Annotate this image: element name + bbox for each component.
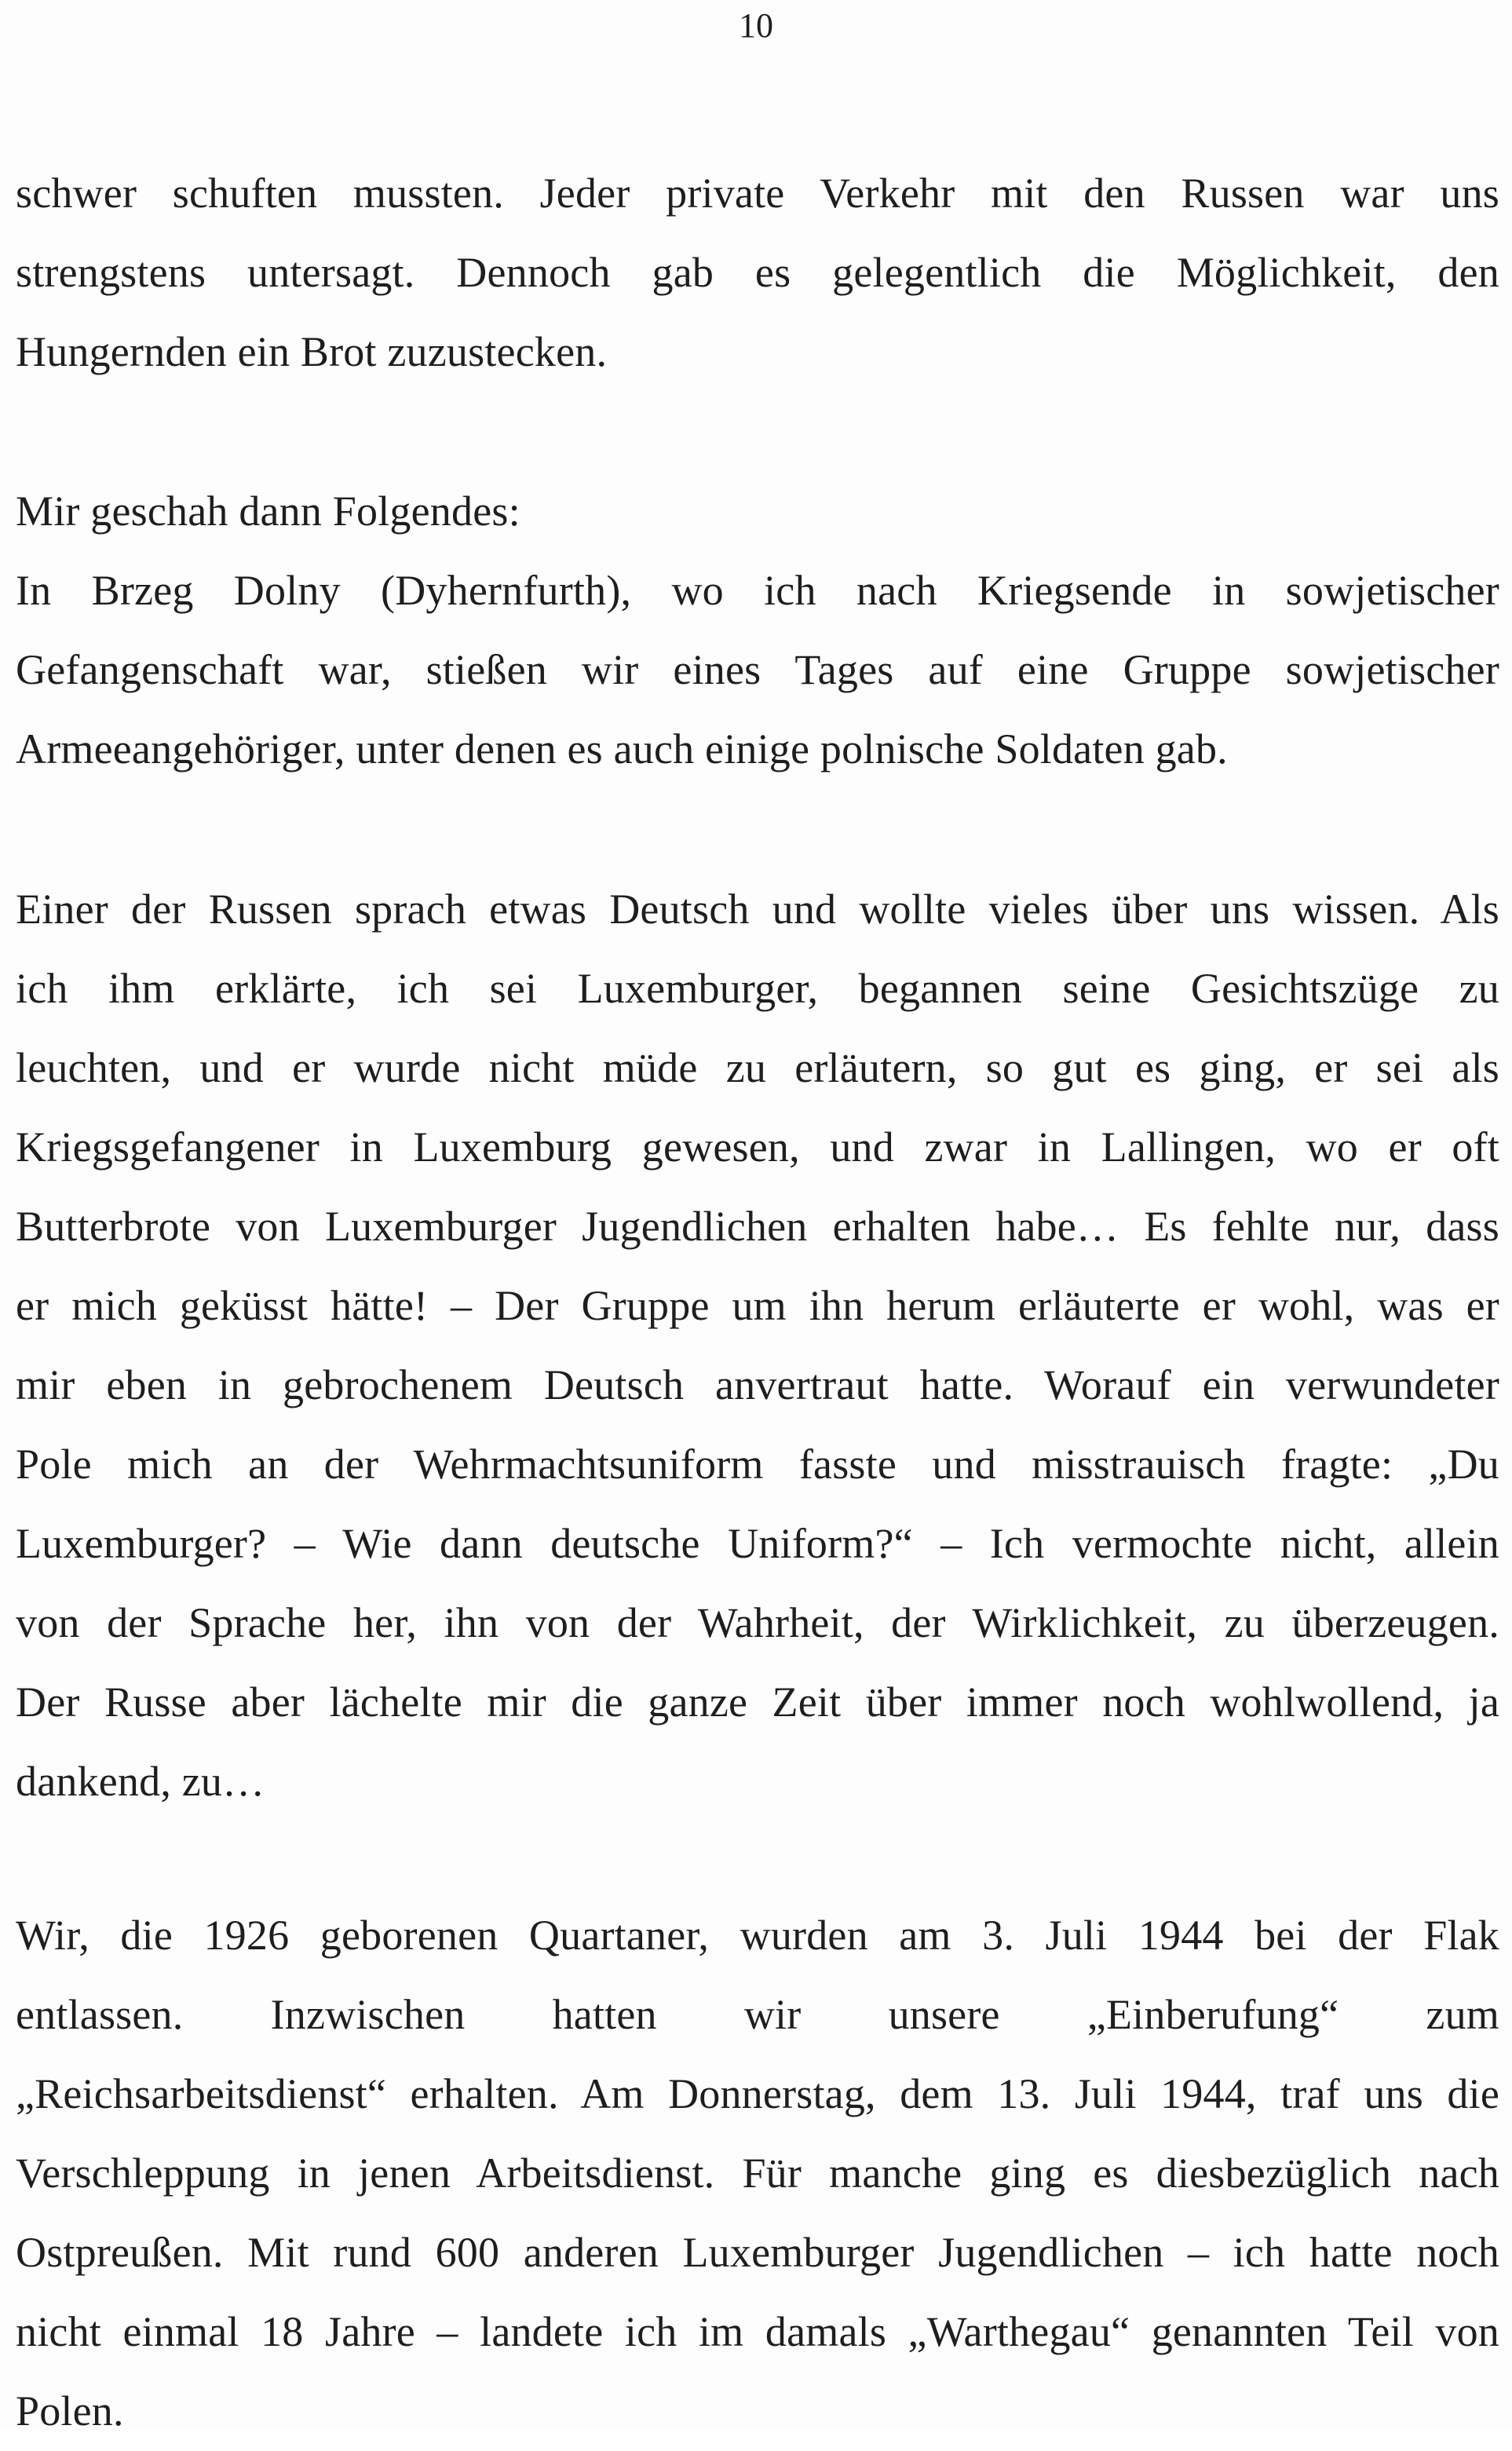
paragraph-line: nicht einmal 18 Jahre – landete ich im damals „Warthegau“ genannten Teil von [16,2308,1499,2355]
paragraph-line: entlassen. Inzwischen hatten wir unsere „Einberufung“ zum [16,1991,1499,2038]
paragraph-line: er mich geküsst hätte! – Der Gruppe um ihn herum erläuterte er wohl, was er [16,1282,1499,1329]
paragraph-4 [16,1896,1499,2451]
paragraph-line: Armeeangehöriger, unter denen es auch einige polnische Soldaten gab. [16,725,1228,773]
paragraph-3 [16,870,1499,1821]
paragraph-line: Wir, die 1926 geborenen Quartaner, wurden am 3. Juli 1944 bei der Flak [16,1912,1499,1959]
paragraph-line: Luxemburger? – Wie dann deutsche Uniform?“ – Ich vermochte nicht, allein [16,1520,1499,1567]
paragraph-line: Mir geschah dann Folgendes: [16,488,520,535]
paragraph-line: Der Russe aber lächelte mir die ganze Zeit über immer noch wohlwollend, ja [16,1678,1499,1726]
paragraph-line: Pole mich an der Wehrmachtsuniform fasste und misstrauisch fragte: „Du [16,1441,1499,1488]
paragraph-line: Polen. [16,2387,124,2435]
paragraph-line: schwer schuften mussten. Jeder private Verkehr mit den Russen war uns [16,170,1499,217]
paragraph-line: Gefangenschaft war, stießen wir eines Tages auf eine Gruppe sowjetischer [16,646,1499,693]
page-number: 10 [739,6,773,45]
paragraph-line: „Reichsarbeitsdienst“ erhalten. Am Donnerstag, dem 13. Juli 1944, traf uns die [16,2070,1499,2117]
paragraph-line: Einer der Russen sprach etwas Deutsch und wollte vieles über uns wissen. Als [16,886,1499,933]
paragraph-line: Kriegsgefangener in Luxemburg gewesen, und zwar in Lallingen, wo er oft [16,1123,1499,1171]
paragraph-line: Hungernden ein Brot zuzustecken. [16,328,608,375]
paragraph-line: Ostpreußen. Mit rund 600 anderen Luxemburger Jugendlichen – ich hatte noch [16,2229,1499,2276]
paragraph-line: mir eben in gebrochenem Deutsch anvertraut hatte. Worauf ein verwundeter [16,1361,1499,1408]
paragraph-line: Butterbrote von Luxemburger Jugendlichen erhalten habe… Es fehlte nur, dass [16,1203,1499,1250]
paragraph-line: von der Sprache her, ihn von der Wahrheit, der Wirklichkeit, zu überzeugen. [16,1599,1499,1646]
paragraph-1 [16,154,1499,392]
paragraph-line: dankend, zu… [16,1758,265,1805]
paragraph-line: leuchten, und er wurde nicht müde zu erläutern, so gut es ging, er sei als [16,1044,1499,1091]
paragraph-line: strengstens untersagt. Dennoch gab es gelegentlich die Möglichkeit, den [16,249,1499,296]
paragraph-line: Verschleppung in jenen Arbeitsdienst. Für manche ging es diesbezüglich nach [16,2150,1499,2197]
paragraph-2 [16,472,1499,789]
paragraph-line: ich ihm erklärte, ich sei Luxemburger, begannen seine Gesichtszüge zu [16,965,1499,1012]
paragraph-line: In Brzeg Dolny (Dyhernfurth), wo ich nach Kriegsende in sowjetischer [16,567,1499,614]
